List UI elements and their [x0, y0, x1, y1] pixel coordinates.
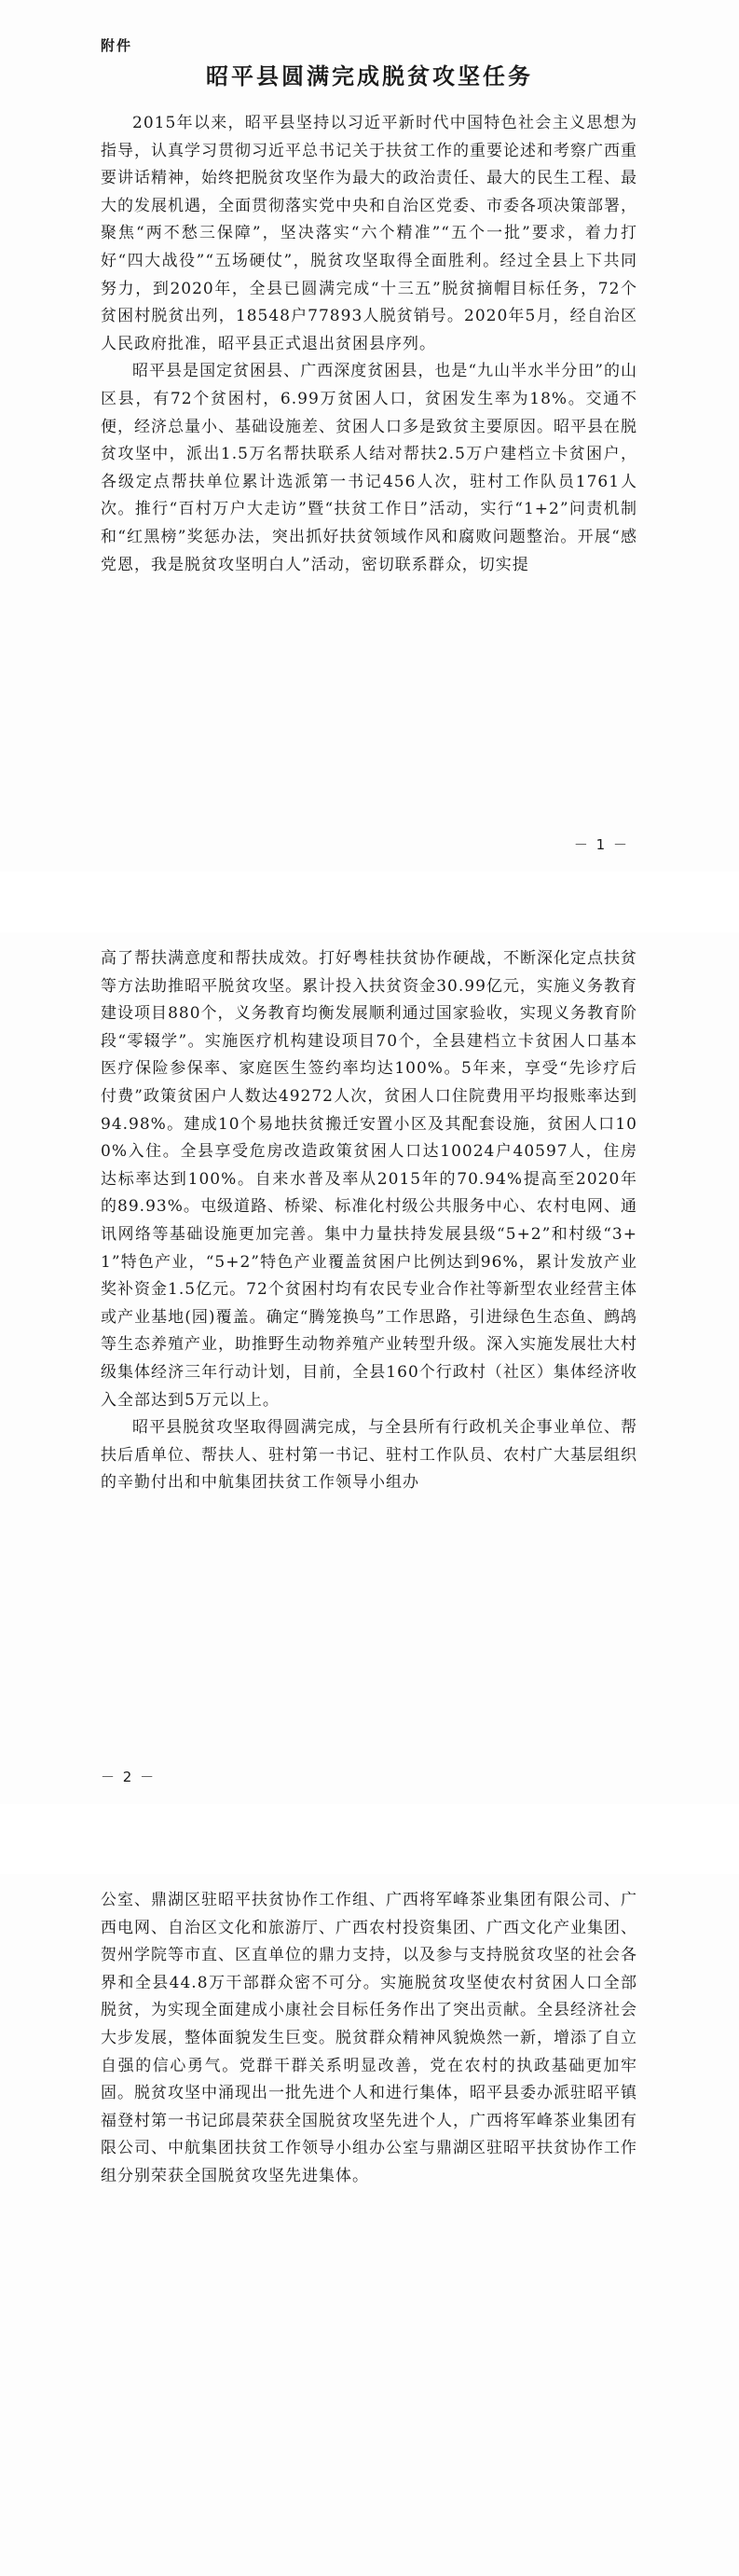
- paragraph: 公室、鼎湖区驻昭平扶贫协作工作组、广西将军峰茶业集团有限公司、广西电网、自治区文化和旅游厅、广西农村投资集团、广西文化产业集团、贺州学院等市直、区直单位的鼎力支持，以及参与支持脱贫攻坚的社会各界和全县44.8万干部群众密不可分。实施脱贫攻坚使农村贫困人口全部脱贫，为实现全面建成小康社会目标任务作出了突出贡献。全县经济社会大步发展，整体面貌发生巨变。脱贫群众精神风貌焕然一新，增添了自立自强的信心勇气。党群干群关系明显改善，党在农村的执政基础更加牢固。脱贫攻坚中涌现出一批先进个人和进行集体，昭平县委办派驻昭平镇福登村第一书记邱晨荣获全国脱贫攻坚先进个人，广西将军峰茶业集团有限公司、中航集团扶贫工作领导小组办公室与鼎湖区驻昭平扶贫协作工作组分别荣获全国脱贫攻坚先进集体。: [101, 1891, 637, 2185]
- paragraph: 2015年以来，昭平县坚持以习近平新时代中国特色社会主义思想为指导，认真学习贯彻习近平总书记关于扶贫工作的重要论述和考察广西重要讲话精神，始终把脱贫攻坚作为最大的政治责任、最大的民生工程、最大的发展机遇，全面贯彻落实党中央和自治区党委、市委各项决策部署，聚焦“两不愁三保障”，坚决落实“六个精准”“五个一批”要求，着力打好“四大战役”“五场硬仗”，脱贫攻坚取得全面胜利。经过全县上下共同努力，到2020年，全县已圆满完成“十三五”脱贫摘帽目标任务，72个贫困村脱贫出列，18548户77893人脱贫销号。2020年5月，经自治区人民政府批准，昭平县正式退出贫困县序列。: [101, 114, 637, 353]
- document-page-3: [0, 1874, 739, 2576]
- page-number: － 1 －: [573, 836, 629, 853]
- document-page-1: [0, 0, 739, 872]
- attachment-label: 附件: [101, 37, 133, 54]
- paragraph: 昭平县是国定贫困县、广西深度贫困县，也是“九山半水半分田”的山区县，有72个贫困村，6.99万贫困人口，贫困发生率为18%。交通不便，经济总量小、基础设施差、贫困人口多是致贫主要原因。昭平县在脱贫攻坚中，派出1.5万名帮扶联系人结对帮扶2.5万户建档立卡贫困户，各级定点帮扶单位累计选派第一书记456人次，驻村工作队员1761人次。推行“百村万户大走访”暨“扶贫工作日”活动，实行“1+2”问责机制和“红黑榜”奖惩办法，突出抓好扶贫领域作风和腐败问题整治。开展“感党恩，我是脱贫攻坚明白人”活动，密切联系群众，切实提: [101, 362, 637, 574]
- paragraph: 高了帮扶满意度和帮扶成效。打好粤桂扶贫协作硬战，不断深化定点扶贫等方法助推昭平脱贫攻坚。累计投入扶贫资金30.99亿元，实施义务教育建设项目880个，义务教育均衡发展顺利通过国家验收，实现义务教育阶段“零辍学”。实施医疗机构建设项目70个，全县建档立卡贫困人口基本医疗保险参保率、家庭医生签约率均达100%。5年来，享受“先诊疗后付费”政策贫困户人数达49272人次，贫困人口住院费用平均报账率达到94.98%。建成10个易地扶贫搬迁安置小区及其配套设施，贫困人口100%入住。全县享受危房改造政策贫困人口达10024户40597人，住房达标率达到100%。自来水普及率从2015年的70.94%提高至2020年的89.93%。屯级道路、桥梁、标准化村级公共服务中心、农村电网、通讯网络等基础设施更加完善。集中力量扶持发展县级“5+2”和村级“3+1”特色产业，“5+2”特色产业覆盖贫困户比例达到96%，累计发放产业奖补资金1.5亿元。72个贫困村均有农民专业合作社等新型农业经营主体或产业基地(园)覆盖。确定“腾笼换鸟”工作思路，引进绿色生态鱼、鹧鸪等生态养殖产业，助推野生动物养殖产业转型升级。深入实施发展壮大村级集体经济三年行动计划，目前，全县160个行政村（社区）集体经济收入全部达到5万元以上。: [101, 949, 637, 1410]
- paragraph: 昭平县脱贫攻坚取得圆满完成，与全县所有行政机关企事业单位、帮扶后盾单位、帮扶人、驻村第一书记、驻村工作队员、农村广大基层组织的辛勤付出和中航集团扶贫工作领导小组办: [101, 1418, 637, 1493]
- page-number: － 2 －: [101, 1769, 157, 1785]
- page-3-body: [101, 1887, 637, 2191]
- document-page-2: [0, 932, 739, 1804]
- page-1-body: [101, 110, 637, 579]
- page-2-body: [101, 945, 637, 1497]
- document-title: 昭平县圆满完成脱贫攻坚任务: [206, 62, 533, 90]
